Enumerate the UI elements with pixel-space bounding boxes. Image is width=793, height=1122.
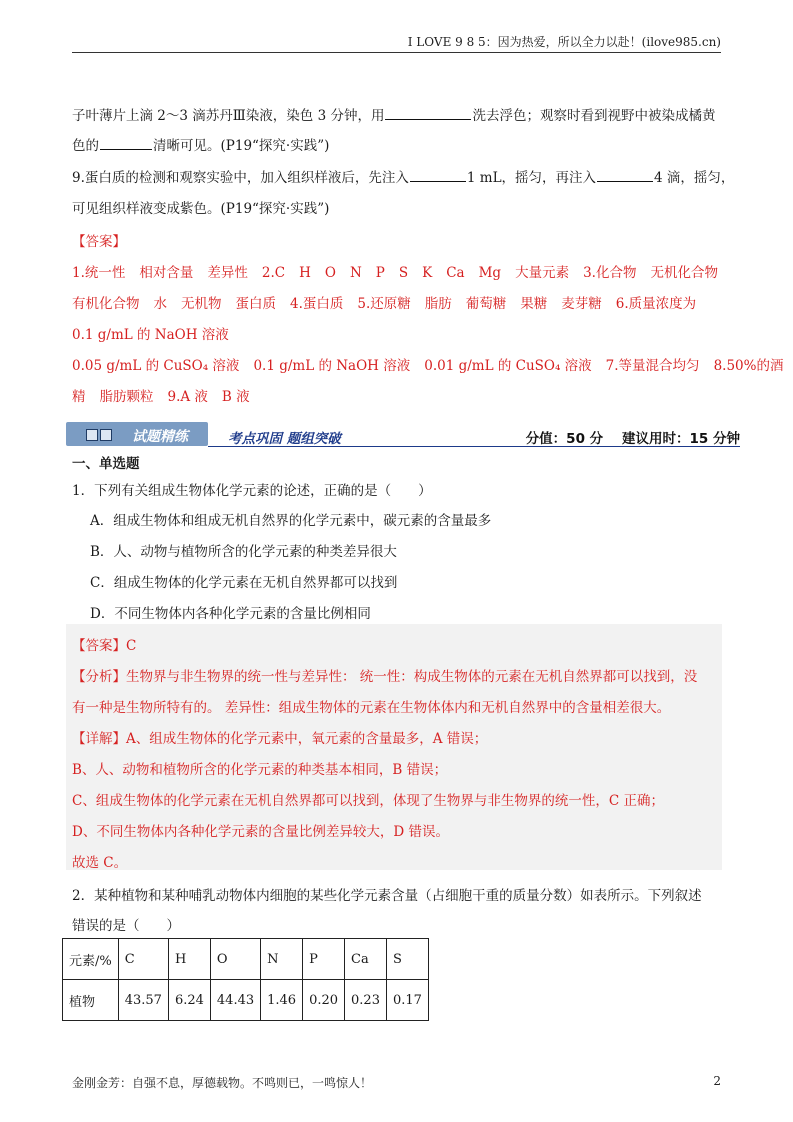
answer-item: Mg: [478, 265, 502, 281]
q9-blank-1: [410, 168, 466, 183]
answer-line: [72, 292, 696, 312]
answer-item: 0.05 g/mL 的 CuSO₄ 溶液: [72, 358, 240, 374]
q9-text-a: 9.蛋白质的检测和观察实验中，加入组织样液后，先注入: [72, 170, 409, 186]
table-cell: 1.46: [261, 980, 303, 1021]
answer-line: [72, 385, 250, 405]
banner-title: 试题精练: [132, 429, 188, 445]
answer-item: 2.C: [261, 265, 286, 281]
q8-line2: [72, 134, 329, 154]
q9-line2: 可见组织样液变成紫色。(P19“探究·实践”): [72, 201, 330, 217]
table-header-cell: H: [168, 939, 210, 980]
q1-option-c: C．组成生物体的化学元素在无机自然界都可以找到: [90, 575, 398, 591]
answer-item: 7.等量混合均匀: [605, 358, 700, 374]
q1-detail-line: 故选 C。: [72, 855, 128, 871]
answer-item: H: [299, 265, 311, 281]
banner-score-time: [526, 427, 740, 447]
answer-item: 9.A 液: [167, 389, 208, 405]
book-icon: [86, 429, 116, 441]
table-header-cell: P: [303, 939, 345, 980]
practice-banner: [66, 420, 740, 448]
q8-text-d: 清晰可见。(P19“探究·实践”): [153, 138, 330, 154]
answer-label: 【答案】: [72, 234, 126, 250]
answer-item: 8.50%的酒: [713, 358, 784, 374]
q9-blank-2: [597, 168, 653, 183]
banner-divider: [208, 446, 740, 447]
page-number: 2: [713, 1074, 721, 1088]
table-cell: 0.20: [303, 980, 345, 1021]
table-cell: 0.23: [345, 980, 387, 1021]
table-row: [63, 980, 429, 1021]
header-divider: [72, 52, 721, 53]
answer-item: 有机化合物: [72, 296, 140, 312]
answer-item: 0.01 g/mL 的 CuSO₄ 溶液: [424, 358, 592, 374]
q1-answer: 【答案】C: [72, 638, 137, 654]
answer-line: [72, 354, 783, 374]
answer-item: P: [375, 265, 385, 281]
answer-item: 0.1 g/mL 的 NaOH 溶液: [253, 358, 411, 374]
answer-line: [72, 323, 229, 343]
answer-item: 脂肪颗粒: [99, 389, 154, 405]
answer-item: 0.1 g/mL 的 NaOH 溶液: [72, 327, 229, 343]
q1-detail-line: D、不同生物体内各种化学元素的含量比例差异较大，D 错误。: [72, 824, 449, 840]
q9-text-b: 1 mL，摇匀，再注入: [466, 170, 597, 186]
answer-item: 葡萄糖: [465, 296, 507, 312]
q1-analysis-line: 有一种是生物所特有的。 差异性：组成生物体的元素在生物体体内和无机自然界中的含量相差很大。: [72, 700, 671, 716]
answer-item: 精: [72, 389, 86, 405]
q2-stem-line2: 错误的是（ ）: [72, 918, 180, 934]
answer-item: 水: [153, 296, 167, 312]
q8-text-a: 子叶薄片上滴 2～3 滴苏丹Ⅲ染液，染色 3 分钟，用: [72, 108, 385, 124]
answer-item: 相对含量: [139, 265, 194, 281]
q1-detail-line: C、组成生物体的化学元素在无机自然界都可以找到，体现了生物界与非生物界的统一性，C 正确；: [72, 793, 664, 809]
q1-option-a: A．组成生物体和组成无机自然界的化学元素中，碳元素的含量最多: [90, 513, 492, 529]
answer-item: 差异性: [207, 265, 248, 281]
table-header-cell: C: [118, 939, 168, 980]
banner-time: 建议用时：15 分钟: [622, 431, 740, 447]
q8-blank-2: [100, 136, 152, 151]
table-cell: 6.24: [168, 980, 210, 1021]
answer-item: N: [349, 265, 362, 281]
q9-line1: [72, 166, 734, 186]
answer-line: [72, 261, 718, 281]
q1-detail-line: 【详解】A、组成生物体的化学元素中，氧元素的含量最多，A 错误；: [72, 731, 488, 747]
table-header-row: [63, 939, 429, 980]
q8-line1: [72, 104, 715, 124]
answer-item: 脂肪: [424, 296, 452, 312]
q9-text-c: 4 滴，摇匀，: [654, 170, 735, 186]
q1-analysis-line: 【分析】生物界与非生物界的统一性与差异性： 统一性：构成生物体的元素在无机自然界都可以找到，没: [72, 669, 698, 685]
table-cell: 44.43: [210, 980, 260, 1021]
answer-item: 无机化合物: [650, 265, 718, 281]
answer-item: 果糖: [520, 296, 548, 312]
table-header-cell: Ca: [345, 939, 387, 980]
q8-blank-1: [385, 106, 471, 121]
answer-item: 无机物: [181, 296, 222, 312]
q1-stem: 1．下列有关组成生物体化学元素的论述，正确的是（ ）: [72, 483, 432, 499]
answer-item: K: [422, 265, 433, 281]
answer-item: 1.统一性: [72, 265, 126, 281]
element-table: [62, 938, 429, 1021]
q1-option-b: B．人、动物与植物所含的化学元素的种类差异很大: [90, 544, 397, 560]
table-header-cell: 元素/%: [63, 939, 119, 980]
answer-item: 5.还原糖: [357, 296, 411, 312]
answer-item: 4.蛋白质: [290, 296, 344, 312]
q8-text-b: 洗去浮色；观察时看到视野中被染成橘黄: [472, 108, 716, 124]
banner-subtitle: 考点巩固 题组突破: [228, 431, 341, 447]
table-header-cell: S: [386, 939, 428, 980]
table-cell: 0.17: [386, 980, 428, 1021]
answer-item: 麦芽糖: [561, 296, 602, 312]
answer-item: S: [398, 265, 409, 281]
banner-score: 分值：50 分: [525, 431, 604, 447]
table-cell: 43.57: [118, 980, 168, 1021]
answer-item: O: [324, 265, 336, 281]
answer-item: Ca: [446, 265, 465, 281]
answer-item: 蛋白质: [235, 296, 276, 312]
q1-detail-line: B、人、动物和植物所含的化学元素的种类基本相同，B 错误；: [72, 762, 448, 778]
table-header-cell: N: [261, 939, 303, 980]
table-cell: 植物: [63, 980, 119, 1021]
q8-text-c: 色的: [72, 138, 99, 154]
q1-option-d: D．不同生物体内各种化学元素的含量比例相同: [90, 606, 371, 622]
answer-item: 大量元素: [515, 265, 570, 281]
section-heading: 一、单选题: [72, 456, 140, 472]
answer-item: 3.化合物: [583, 265, 637, 281]
footer-motto: 金刚金芳：自强不息，厚德载物。不鸣则已，一鸣惊人！: [72, 1076, 373, 1090]
header-text: I LOVE 9 8 5：因为热爱，所以全力以赴！(ilove985.cn): [407, 35, 721, 49]
answer-item: B 液: [221, 389, 250, 405]
table-header-cell: O: [210, 939, 260, 980]
answer-item: 6.质量浓度为: [615, 296, 697, 312]
q2-stem-line1: 2．某种植物和某种哺乳动物体内细胞的某些化学元素含量（占细胞干重的质量分数）如表所示。下列叙述: [72, 888, 702, 904]
